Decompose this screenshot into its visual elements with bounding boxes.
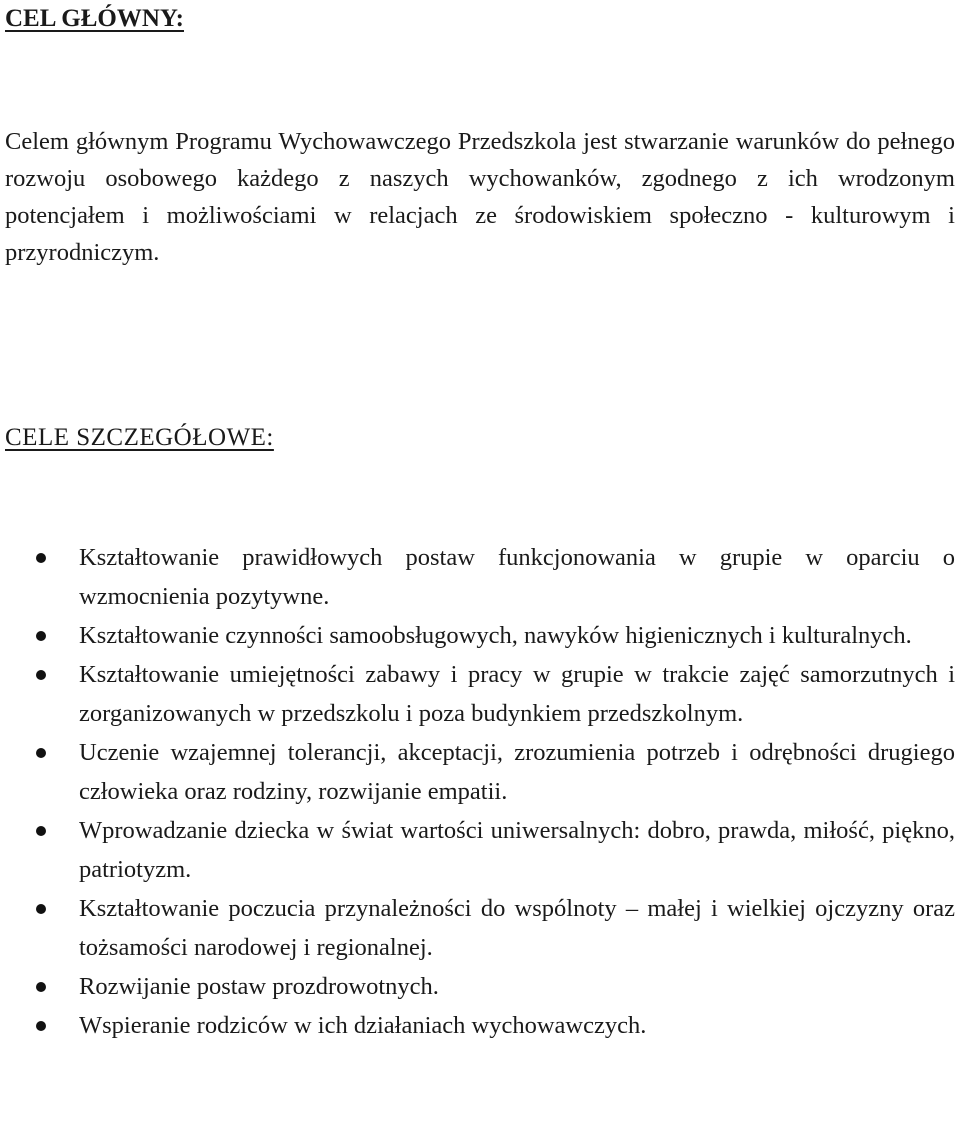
main-goal-heading: CEL GŁÓWNY:: [5, 5, 184, 32]
main-goal-paragraph: Celem głównym Programu Wychowawczego Przedszkola jest stwarzanie warunków do pełnego rozwoju osobowego każdego z naszych wychowanków, zgodnego z ich wrodzonym potencjałem i możliwościami w relacjach ze środowiskiem społeczno - kulturowym i przyrodniczym.: [5, 128, 955, 266]
list-item-text: Kształtowanie umiejętności zabawy i pracy w grupie w trakcie zajęć samorzutnych i zorganizowanych w przedszkolu i poza budynkiem przedszkolnym.: [79, 661, 955, 727]
detailed-goals-list: [0, 538, 960, 1045]
list-item: [0, 733, 960, 811]
bullet-icon: [36, 826, 46, 836]
list-item: [0, 616, 960, 655]
list-item: [0, 967, 960, 1006]
bullet-icon: [36, 553, 46, 563]
list-item-text: Wspieranie rodziców w ich działaniach wychowawczych.: [79, 1012, 647, 1039]
bullet-icon: [36, 904, 46, 914]
bullet-icon: [36, 748, 46, 758]
bullet-icon: [36, 631, 46, 641]
bullet-icon: [36, 1021, 46, 1031]
bullet-icon: [36, 982, 46, 992]
list-item-text: Rozwijanie postaw prozdrowotnych.: [79, 973, 439, 1000]
list-item-text: Kształtowanie prawidłowych postaw funkcjonowania w grupie w oparciu o wzmocnienia pozytywne.: [79, 544, 955, 610]
list-item: [0, 538, 960, 616]
detailed-goals-heading: CELE SZCZEGÓŁOWE:: [5, 424, 274, 451]
list-item-text: Kształtowanie poczucia przynależności do wspólnoty – małej i wielkiej ojczyzny oraz tożsamości narodowej i regionalnej.: [79, 895, 955, 961]
list-item-text: Wprowadzanie dziecka w świat wartości uniwersalnych: dobro, prawda, miłość, piękno, patriotyzm.: [79, 817, 955, 883]
bullet-icon: [36, 670, 46, 680]
list-item: [0, 1006, 960, 1045]
list-item: [0, 811, 960, 889]
list-item: [0, 889, 960, 967]
list-item-text: Kształtowanie czynności samoobsługowych, nawyków higienicznych i kulturalnych.: [79, 622, 912, 649]
list-item: [0, 655, 960, 733]
list-item-text: Uczenie wzajemnej tolerancji, akceptacji, zrozumienia potrzeb i odrębności drugiego człowieka oraz rodziny, rozwijanie empatii.: [79, 739, 955, 805]
